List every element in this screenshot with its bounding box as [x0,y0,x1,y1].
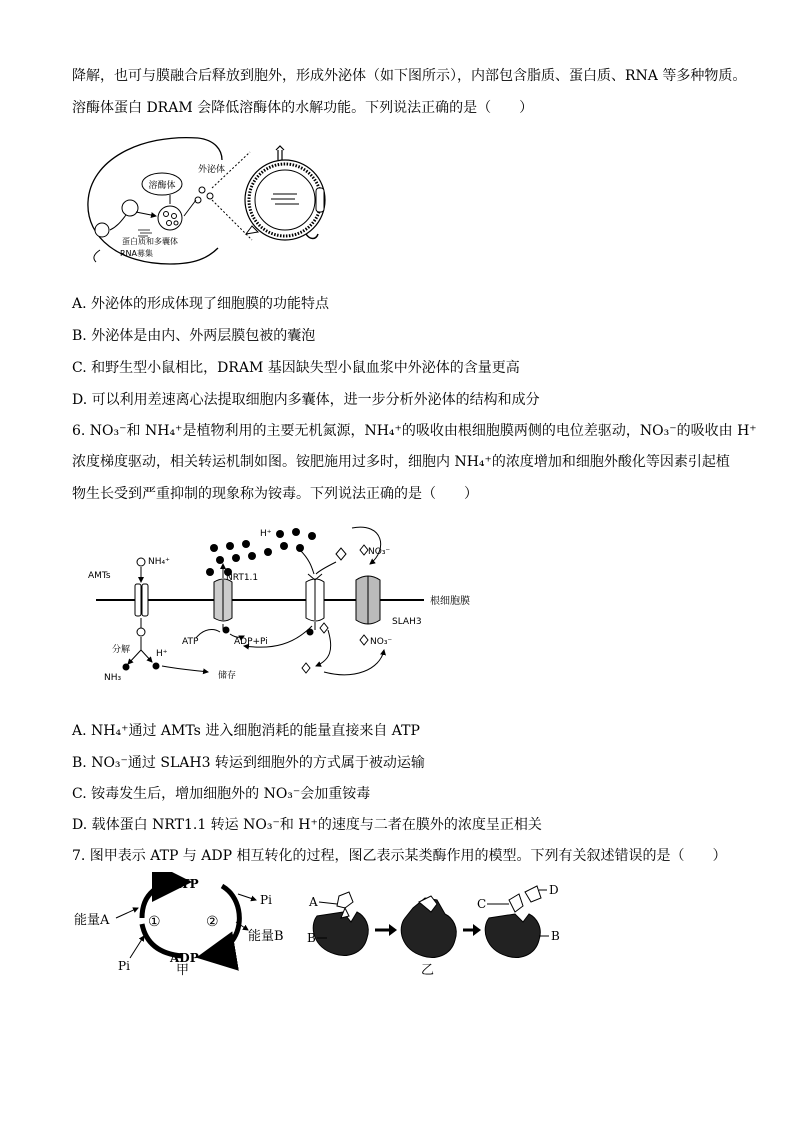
circle-1: ① [148,914,161,930]
label-a: A [309,895,318,909]
amts-label: AMTs [88,571,111,581]
q5-option-d: D. 可以利用差速离心法提取细胞内多囊体，进一步分析外泌体的结构和成分 [72,392,540,408]
adp-label: ADP+Pi [234,637,268,647]
label-c: C [477,897,487,911]
pi-right-label: Pi [260,893,272,907]
decompose-label: 分解 [112,645,131,655]
circle-2: ② [206,914,219,930]
exosome-label: 外泌体 [198,165,226,175]
lysosome-label: 溶酶体 [148,181,176,191]
no3-bottom-label: NO₃⁻ [370,637,393,647]
enzyme-model-figure [305,878,565,978]
nh4-label: NH₄⁺ [148,557,170,567]
energy-b-label: 能量B [248,929,284,944]
intro-line-1: 降解，也可与膜融合后释放到胞外，形成外泌体（如下图所示），内部包含脂质、蛋白质、RNA 等多种物质。 [72,68,747,84]
atp-label: ATP [182,637,199,647]
hplus-low-label: H⁺ [156,649,168,659]
label-d: D [549,883,559,897]
storage-label: 储存 [218,671,237,681]
intro-line-2: 溶酶体蛋白 DRAM 会降低溶酶体的水解功能。下列说法正确的是（ ） [72,100,534,116]
exosome-figure [80,130,340,270]
nh3-label: NH₃ [104,673,122,683]
no3-top-label: NO₃⁻ [368,547,391,557]
atp-cycle-figure [72,872,302,976]
atp-text: ATP [172,877,199,891]
label-b-1: B [307,931,316,945]
q6-stem-line-2: 浓度梯度驱动，相关转运机制如图。铵肥施用过多时，细胞内 NH₄⁺的浓度增加和细胞外酸化等因素引起植 [72,454,730,470]
nrt-label: NRT1.1 [226,573,259,583]
label-b-2: B [551,929,560,943]
adp-text: ADP [170,951,199,965]
q6-option-d: D. 载体蛋白 NRT1.1 转运 NO₃⁻和 H⁺的速度与二者在膜外的浓度呈正相关 [72,817,542,833]
energy-a-label: 能量A [74,913,110,928]
q6-stem-line-1: 6. NO₃⁻和 NH₄⁺是植物利用的主要无机氮源，NH₄⁺的吸收由根细胞膜两侧的电位差驱动，NO₃⁻的吸收由 H⁺ [72,423,757,439]
q7-stem-line-1: 7. 图甲表示 ATP 与 ADP 相互转化的过程，图乙表示某类酶作用的模型。下列有关叙述错误的是（ ） [72,848,727,864]
hplus-top-label: H⁺ [260,529,272,539]
membrane-label: 根细胞膜 [430,596,470,607]
caption-yi: 乙 [421,963,435,978]
q6-option-c: C. 铵毒发生后，增加细胞外的 NO₃⁻会加重铵毒 [72,786,371,802]
q6-option-b: B. NO₃⁻通过 SLAH3 转运到细胞外的方式属于被动运输 [72,755,425,771]
q6-option-a: A. NH₄⁺通过 AMTs 进入细胞消耗的能量直接来自 ATP [72,723,420,739]
collect-label-2: RNA募集 [120,249,154,258]
slah3-label: SLAH3 [392,617,422,627]
caption-jia: 甲 [176,963,190,976]
transport-figure [84,520,484,690]
q6-stem-line-3: 物生长受到严重抑制的现象称为铵毒。下列说法正确的是（ ） [72,486,478,502]
q5-option-c: C. 和野生型小鼠相比，DRAM 基因缺失型小鼠血浆中外泌体的含量更高 [72,360,520,376]
q5-option-a: A. 外泌体的形成体现了细胞膜的功能特点 [72,296,330,312]
q5-option-b: B. 外泌体是由内、外两层膜包被的囊泡 [72,328,316,344]
collect-label-1: 蛋白质和多囊体 [122,237,178,246]
pi-left-label: Pi [118,959,130,973]
